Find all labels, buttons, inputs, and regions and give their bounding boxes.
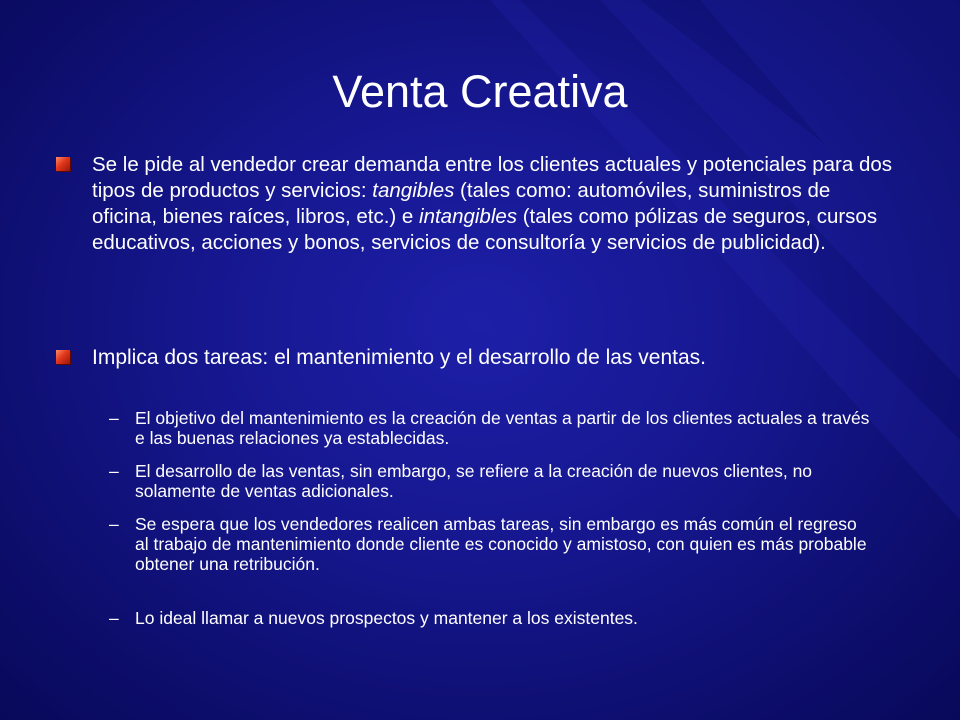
bullet-text: Se le pide al vendedor crear demanda entre los clientes actuales y potenciales para dos tipos de productos y servicios:: [92, 153, 892, 202]
sub-bullet-item: [109, 461, 875, 501]
sub-bullet-text: El objetivo del mantenimiento es la creación de ventas a partir de los clientes actuales a través e las buenas relaciones ya establecidas.: [135, 408, 870, 448]
bullet-text: Implica dos tareas: el mantenimiento y el desarrollo de las ventas.: [92, 346, 706, 369]
sub-bullet-item: [109, 408, 875, 448]
dash-icon: –: [109, 514, 119, 534]
dash-icon: –: [109, 408, 119, 428]
bullet-emphasis: tangibles: [372, 179, 455, 202]
bullet-item: [92, 152, 892, 256]
sub-bullet-text: Lo ideal llamar a nuevos prospectos y mantener a los existentes.: [135, 608, 638, 628]
dash-icon: –: [109, 461, 119, 481]
bullet-item: [92, 345, 892, 371]
sub-bullet-text: Se espera que los vendedores realicen ambas tareas, sin embargo es más común el regreso al trabajo de mantenimiento donde cliente es conocido y amistoso, con quien es más probable obtener una retribución.: [135, 514, 867, 574]
sub-bullet-item: [109, 608, 875, 628]
sub-bullet-text: El desarrollo de las ventas, sin embargo, se refiere a la creación de nuevos clientes, no solamente de ventas adicionales.: [135, 461, 813, 501]
bullet-text: (tales como pólizas de seguros, cursos educativos, acciones y bonos, servicios de consultoría y servicios de publicidad).: [92, 205, 878, 254]
slide-title: Venta Creativa: [332, 66, 628, 117]
bullet-emphasis: intangibles: [419, 205, 518, 228]
bullet-text: (tales como: automóviles, suministros de oficina, bienes raíces, libros, etc.) e: [92, 179, 831, 228]
square-bullet-icon: [56, 350, 70, 364]
square-bullet-icon: [56, 157, 70, 171]
sub-bullet-item: [109, 514, 875, 574]
dash-icon: –: [109, 608, 119, 628]
